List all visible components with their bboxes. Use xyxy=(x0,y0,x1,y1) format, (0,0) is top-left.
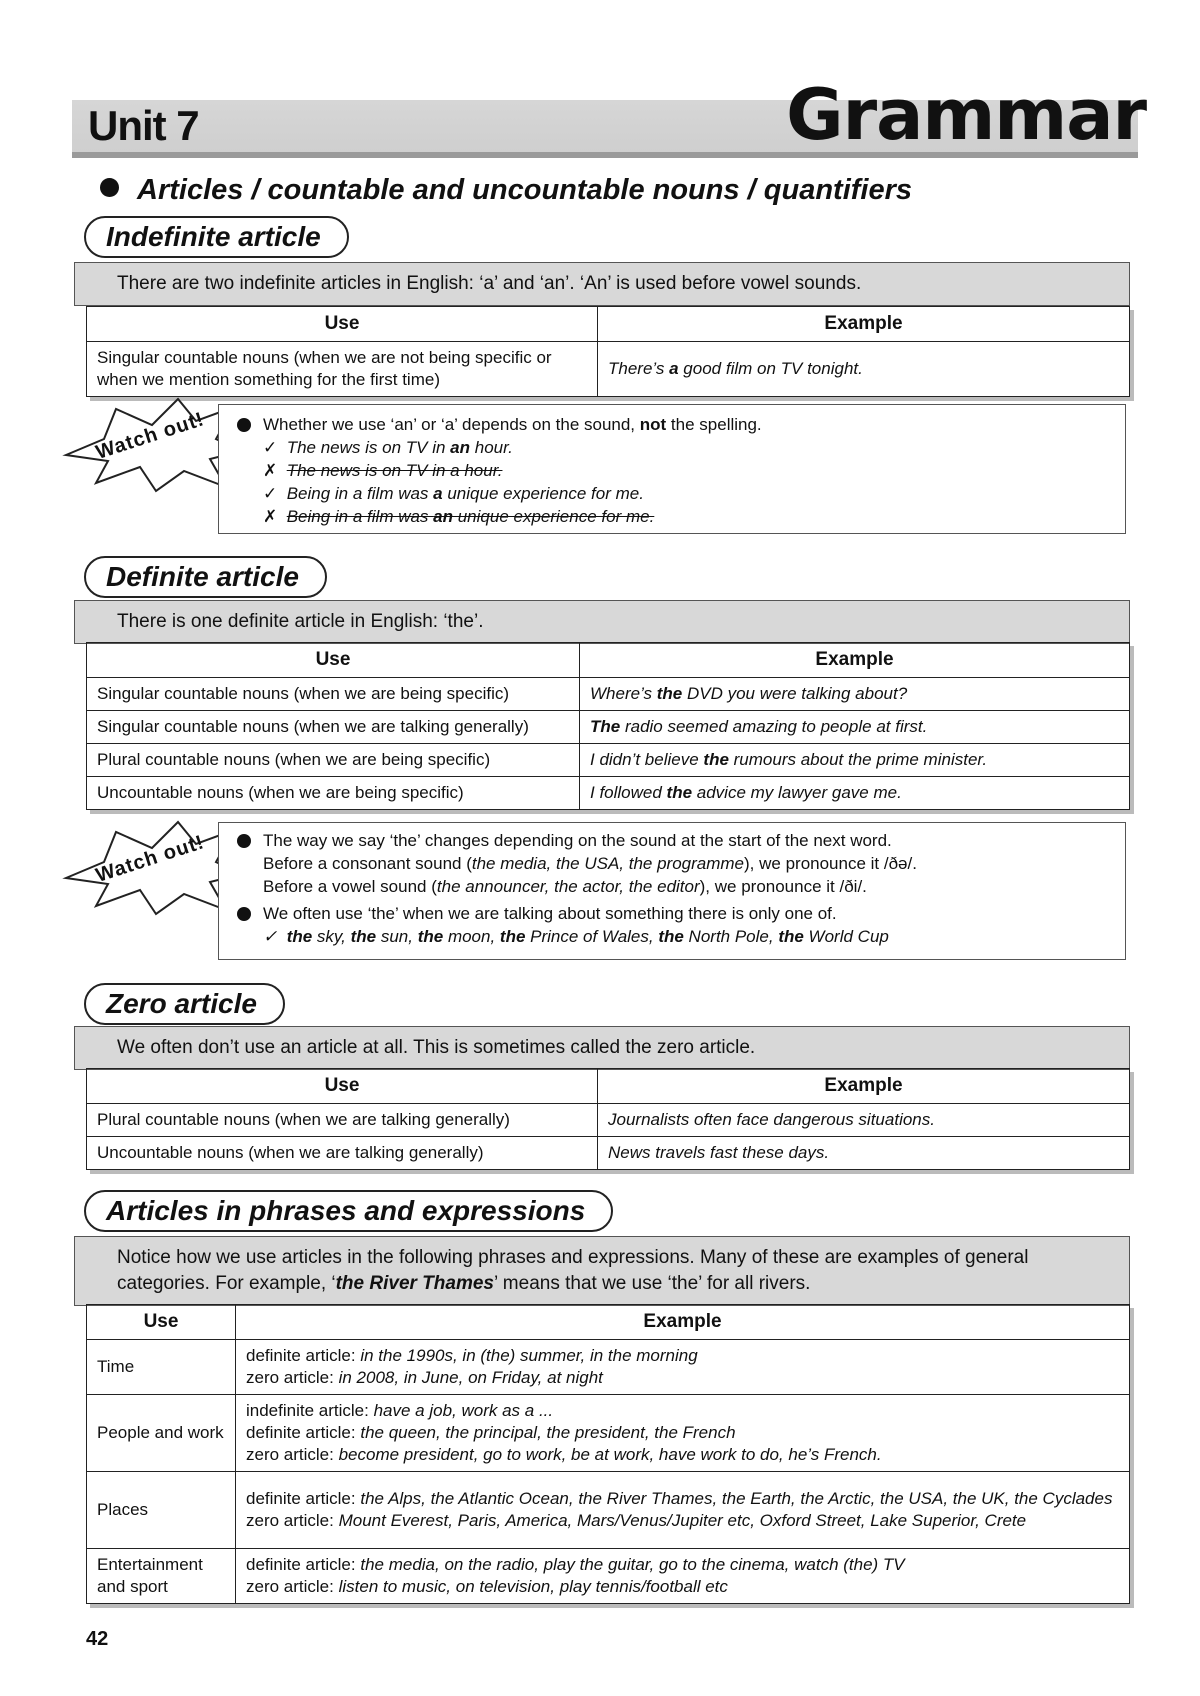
example-header: Example xyxy=(598,307,1130,342)
section-title-indefinite: Indefinite article xyxy=(84,216,349,258)
topic-heading xyxy=(100,174,912,207)
intro-definite: There is one definite article in English: ‘the’. xyxy=(74,600,1130,644)
unit-label: Unit 7 xyxy=(88,102,199,149)
use-header: Use xyxy=(87,643,580,678)
use-header: Use xyxy=(87,307,598,342)
watch-out-box-indefinite: Whether we use ‘an’ or ‘a’ depends on the sound, not the spelling. ✓ The news is on TV in an hour. ✗ The news is on TV in a hour. ✓ Being in a film was a unique experience for me. ✗ Being in a film was an unique experience for me. xyxy=(218,404,1126,534)
example-cell: indefinite article: have a job, work as a ... definite article: the queen, the principal, the president, the French zero article: become president, go to work, be at work, have work to do, he’s French. xyxy=(236,1395,1130,1472)
definite-table xyxy=(86,642,1130,810)
example-cell: definite article: the Alps, the Atlantic Ocean, the River Thames, the Earth, the Arctic, the USA, the UK, the Cyclades zero article: Mount Everest, Paris, America, Mars/Venus/Jupiter etc, Oxford Street, Lake Superior, Crete xyxy=(236,1472,1130,1549)
use-cell: Singular countable nouns (when we are not being specific or when we mention something for the first time) xyxy=(87,342,598,397)
use-cell: Plural countable nouns (when we are talking generally) xyxy=(87,1104,598,1137)
watch-out-box-definite: The way we say ‘the’ changes depending on the sound at the start of the next word. Before a consonant sound (the media, the USA, the programme), we pronounce it /ðə/. Before a vowel sound (the announcer, the actor, the editor), we pronounce it /ði/. We often use ‘the’ when we are talking about something there is only one of. ✓ the sky, the sun, the moon, the Prince of Wales, the North Pole, the World Cup xyxy=(218,822,1126,960)
topic-text: Articles / countable and uncountable nouns / quantifiers xyxy=(137,174,913,206)
cross-icon: ✗ xyxy=(263,507,278,526)
example-header: Example xyxy=(580,643,1130,678)
table-row xyxy=(87,1395,1130,1472)
table-row xyxy=(87,678,1130,711)
table-row xyxy=(87,1472,1130,1549)
table-row xyxy=(87,744,1130,777)
phrases-table xyxy=(86,1304,1130,1604)
tick-icon: ✓ xyxy=(263,438,278,457)
table-row xyxy=(87,1549,1130,1604)
table-row xyxy=(87,1137,1130,1170)
example-cell: There’s a good film on TV tonight. xyxy=(598,342,1130,397)
use-cell: Singular countable nouns (when we are being specific) xyxy=(87,678,580,711)
intro-zero: We often don’t use an article at all. This is sometimes called the zero article. xyxy=(74,1026,1130,1070)
indefinite-table xyxy=(86,306,1130,397)
use-cell: People and work xyxy=(87,1395,236,1472)
intro-phrases: Notice how we use articles in the following phrases and expressions. Many of these are examples of general categories. For example, ‘the River Thames’ means that we use ‘the’ for all rivers. xyxy=(74,1236,1130,1306)
zero-table xyxy=(86,1068,1130,1170)
intro-indefinite: There are two indefinite articles in English: ‘a’ and ‘an’. ‘An’ is used before vowel sounds. xyxy=(74,262,1130,306)
bullet-icon xyxy=(237,834,251,848)
use-cell: Places xyxy=(87,1472,236,1549)
example-cell: I followed the advice my lawyer gave me. xyxy=(580,777,1130,810)
bullet-icon xyxy=(237,418,251,432)
watch-out-label: Watch out! xyxy=(93,408,208,464)
tick-icon: ✓ xyxy=(263,927,278,946)
use-header: Use xyxy=(87,1069,598,1104)
table-row xyxy=(87,1104,1130,1137)
use-cell: Singular countable nouns (when we are talking generally) xyxy=(87,711,580,744)
use-cell: Time xyxy=(87,1340,236,1395)
example-header: Example xyxy=(236,1305,1130,1340)
table-row xyxy=(87,711,1130,744)
bullet-icon xyxy=(100,178,119,197)
page-title: Grammar xyxy=(786,74,1146,156)
example-cell: I didn’t believe the rumours about the prime minister. xyxy=(580,744,1130,777)
tick-icon: ✓ xyxy=(263,484,278,503)
example-cell: definite article: in the 1990s, in (the) summer, in the morning zero article: in 2008, in June, on Friday, at night xyxy=(236,1340,1130,1395)
cross-icon: ✗ xyxy=(263,461,278,480)
use-cell: Uncountable nouns (when we are talking generally) xyxy=(87,1137,598,1170)
example-cell: definite article: the media, on the radio, play the guitar, go to the cinema, watch (the) TV zero article: listen to music, on television, play tennis/football etc xyxy=(236,1549,1130,1604)
section-title-definite: Definite article xyxy=(84,556,327,598)
example-cell: Journalists often face dangerous situations. xyxy=(598,1104,1130,1137)
section-title-zero: Zero article xyxy=(84,983,285,1025)
example-header: Example xyxy=(598,1069,1130,1104)
example-cell: News travels fast these days. xyxy=(598,1137,1130,1170)
section-title-phrases: Articles in phrases and expressions xyxy=(84,1190,613,1232)
example-cell: The radio seemed amazing to people at first. xyxy=(580,711,1130,744)
use-cell: Plural countable nouns (when we are being specific) xyxy=(87,744,580,777)
bullet-icon xyxy=(237,907,251,921)
table-row xyxy=(87,777,1130,810)
use-cell: Entertainment and sport xyxy=(87,1549,236,1604)
watch-out-label: Watch out! xyxy=(93,831,208,887)
page-number: 42 xyxy=(86,1628,109,1650)
table-row xyxy=(87,342,1130,397)
use-cell: Uncountable nouns (when we are being specific) xyxy=(87,777,580,810)
table-row xyxy=(87,1340,1130,1395)
example-cell: Where’s the DVD you were talking about? xyxy=(580,678,1130,711)
use-header: Use xyxy=(87,1305,236,1340)
